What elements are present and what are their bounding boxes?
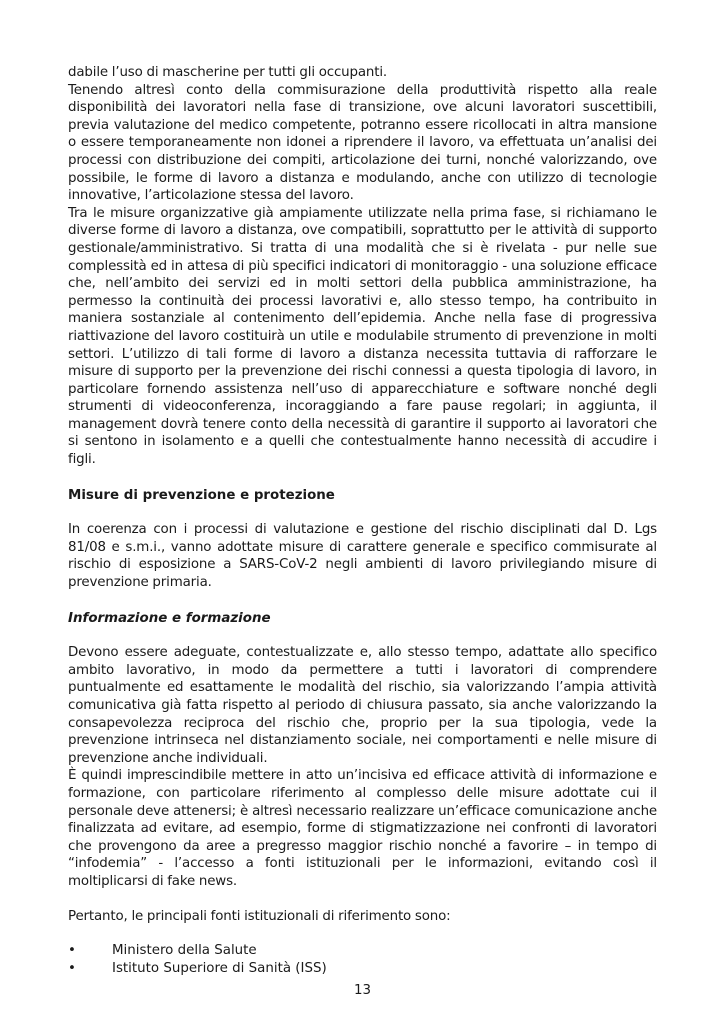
list-item-text: Istituto Superiore di Sanità (ISS) xyxy=(112,960,327,976)
list-item xyxy=(68,942,657,960)
page-number: 13 xyxy=(353,983,372,998)
list-item-text: Ministero della Salute xyxy=(112,943,257,959)
subsection-heading-information: Informazione e formazione xyxy=(68,610,271,626)
section-heading-prevention: Misure di prevenzione e protezione xyxy=(68,487,335,503)
paragraph-remote-work: Tra le misure organizzative già ampiamente utilizzate nella prima fase, si richiamano le diverse forme di lavoro a distanza, ove compatibili, soprattutto per le attività di supporto gestionale/amministrativo. Si tratta di una modalità che si è rivelata - pur nelle sue complessità ed in attesa di più specifici indicatori di monitoraggio - una soluzione efficace che, nell’ambito dei servizi ed in molti settori della pubblica amministrazione, ha permesso la continuità dei processi lavorativi e, allo stesso tempo, ha contribuito in maniera sostanziale al contenimento dell’epidemia. Anche nella fase di progressiva riattivazione del lavoro costituirà un utile e modulabile strumento di prevenzione in molti settori. L’utilizzo di tali forme di lavoro a distanza necessita tuttavia di rafforzare le misure di supporto per la prevenzione dei rischi connessi a questa tipologia di lavoro, in particolare fornendo assistenza nell’uso di apparecchiature e software nonché degli strumenti di videoconferenza, incoraggiando a fare pause regolari; in aggiunta, il management dovrà tenere conto della necessità di garantire il supporto ai lavoratori che si sentono in isolamento e a quelli che contestualmente hanno necessità di accudire i figli. xyxy=(68,205,657,468)
bullet-icon: • xyxy=(68,960,76,976)
paragraph-communication: È quindi imprescindibile mettere in atto un’incisiva ed efficace attività di informazione e formazione, con particolare riferimento al complesso delle misure adottate cui il personale deve attenersi; è altresì necessario realizzare un’efficace comunicazione anche finalizzata ad evitare, ad esempio, forme di stigmatizzazione nei confronti di lavoratori che provengono da aree a pregresso maggior rischio nonché a favorire – in tempo di “infodemia” - l’accesso a fonti istituzionali per le informazioni, evitando così il moltiplicarsi di fake news. xyxy=(68,768,657,889)
list-item xyxy=(68,960,657,978)
paragraph-risk-management: In coerenza con i processi di valutazione e gestione del rischio disciplinati dal D. Lgs 81/08 e s.m.i., vanno adottate misure di carattere generale e specifico commisurate al rischio di esposizione a SARS-CoV-2 negli ambienti di lavoro privilegiando misure di prevenzione primaria. xyxy=(68,522,657,591)
paragraph-sources-intro: Pertanto, le principali fonti istituzionali di riferimento sono: xyxy=(68,908,451,924)
paragraph-continuation: dabile l’uso di mascherine per tutti gli occupanti. xyxy=(68,65,388,80)
paragraph-training-adequacy: Devono essere adeguate, contestualizzate e, allo stesso tempo, adattate allo specifico ambito lavorativo, in modo da permettere a tutti i lavoratori di comprendere puntualmente ed esattamente le modalità del rischio, sia valorizzando l’ampia attività comunicativa già fatta rispetto al periodo di chiusura passato, sia anche valorizzando la consapevolezza reciproca del rischio che, proprio per la sua tipologia, vede la prevenzione intrinseca nel distanziamento sociale, nei comportamenti e nelle misure di prevenzione anche individuali. xyxy=(68,645,657,766)
sources-list xyxy=(68,942,657,977)
paragraph-productivity: Tenendo altresì conto della commisurazione della produttività rispetto alla reale disponibilità dei lavoratori nella fase di transizione, ove alcuni lavoratori suscettibili, previa valutazione del medico competente, potranno essere ricollocati in altra mansione o essere temporaneamente non idonei a riprendere il lavoro, va effettuata un’analisi dei processi con distribuzione dei compiti, articolazione dei turni, nonché valorizzando, ove possibile, le forme di lavoro a distanza e modulando, anche con utilizzo di tecnologie innovative, l’articolazione stessa del lavoro. xyxy=(68,82,657,204)
bullet-icon: • xyxy=(68,943,76,959)
document-page xyxy=(68,64,657,977)
